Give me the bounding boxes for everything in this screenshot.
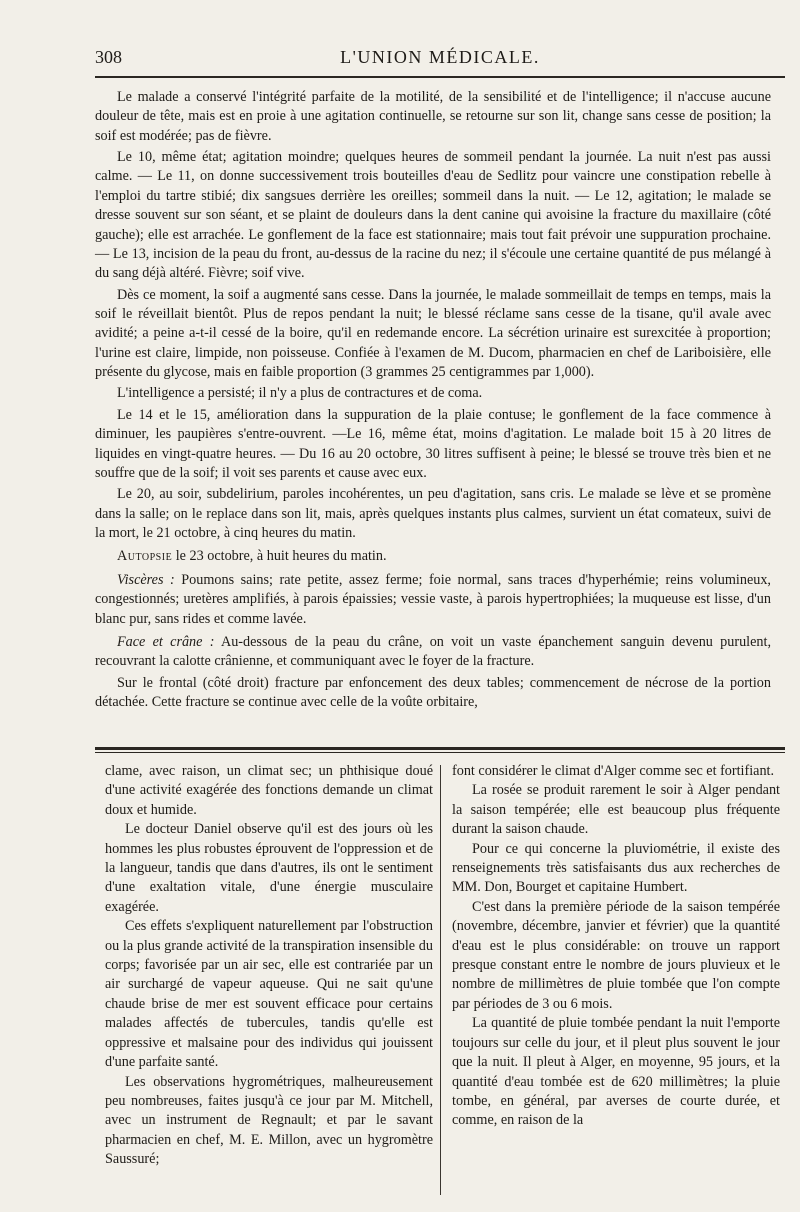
column-paragraph: Les observations hygrométriques, malheureusement peu nombreuses, faites jusqu'à ce jour par M. Mitchell, avec un instrument de Regnault; et par le savant pharmacien en chef, M. E. Millon, avec un hygromètre Saussuré;: [105, 1073, 433, 1168]
case-report: [95, 88, 771, 714]
column-paragraph: font considérer le climat d'Alger comme sec et fortifiant.: [452, 763, 775, 779]
column-paragraph: clame, avec raison, un climat sec; un phthisique doué d'une activité exagérée des fonctions demande un climat doux et humide.: [105, 763, 433, 818]
autopsy-text: le 23 octobre, à huit heures du matin.: [172, 548, 387, 565]
case-paragraph: Le 14 et le 15, amélioration dans la suppuration de la plaie contuse; le gonflement de la face commence à diminuer, les paupières s'entre-ouvrent. —Le 16, même état, moins d'agitation. Le malade boit 15 à 20 litres de liquides en vingt-quatre heures. — Du 16 au 20 octobre, 30 litres suffisent à peine; le blessé se trouve très bien et ne souffre que de la soif; il voit ses parents et cause avec eux.: [95, 406, 771, 481]
face-text: Au-dessous de la peau du crâne, on voit un vaste épanchement sanguin devenu purulent, recouvrant la calotte crânienne, et communiquant avec le foyer de la fracture.: [95, 633, 771, 670]
visceres-label: Viscères :: [117, 571, 175, 588]
autopsy-heading: [95, 547, 771, 566]
visceres-paragraph: [95, 571, 771, 629]
face-paragraph: [95, 633, 771, 672]
running-header: [95, 44, 785, 72]
autopsy-label: Autopsie: [117, 548, 173, 565]
case-paragraph: L'intelligence a persisté; il n'y a plus de contractures et de coma.: [117, 385, 483, 402]
case-paragraph: Le malade a conservé l'intégrité parfaite de la motilité, de la sensibilité et de l'intelligence; il n'accuse aucune douleur de tête, mais est en proie à une agitation continuelle, se retourne sur son lit, change sans cesse de position; la soif est modérée; pas de fièvre.: [95, 89, 771, 144]
column-paragraph: Pour ce qui concerne la pluviométrie, il existe des renseignements très satisfaisants dus aux recherches de MM. Don, Bourget et capitaine Humbert.: [452, 840, 780, 896]
frontal-paragraph: Sur le frontal (côté droit) fracture par enfoncement des deux tables; commencement de nécrose de la portion détachée. Cette fracture se continue avec celle de la voûte orbitaire,: [95, 674, 771, 710]
column-paragraph: C'est dans la première période de la saison tempérée (novembre, décembre, janvier et février) que la quantité d'eau est le plus considérable: on trouve un rapport presque constant entre le nombre de jours pluvieux et le nombre de millimètres de pluie tombée que l'on compte par périodes de 3 ou 6 mois.: [452, 898, 780, 1012]
case-paragraph: Le 10, même état; agitation moindre; quelques heures de sommeil pendant la journée. La nuit n'est pas aussi calme. — Le 11, on donne successivement trois bouteilles d'eau de Sedlitz pour vaincre une constipation rebelle à l'emploi du tartre stibié; dix sangsues derrière les oreilles; sommeil dans la nuit. — Le 12, agitation; le malade se dresse souvent sur son séant, et se plaint de douleurs dans la dent canine qui avoisine la fracture du maxillaire (côté gauche); elle est arrachée. Le gonflement de la face est stationnaire; mais tout fait prévoir une suppuration prochaine. — Le 13, incision de la peau du front, au-dessus de la racine du nez; il s'écoule une certaine quantité de pus mélangé à du sang déjà altéré. Fièvre; soif vive.: [95, 149, 771, 282]
right-column: [452, 762, 780, 1131]
page-number: 308: [95, 47, 122, 67]
visceres-text: Poumons sains; rate petite, assez ferme; foie normal, sans traces d'hyperhémie; reins volumineux, congestionnés; uretères amplifiés, à parois épaissies; vessie vaste, à parois hypertrophiées; la muqueuse est lisse, d'un blanc pur, sans rides et comme lavée.: [95, 571, 771, 627]
header-rule: [95, 76, 785, 78]
section-rule-thin: [95, 752, 785, 753]
left-column: [105, 762, 433, 1170]
section-rule: [95, 747, 785, 750]
column-paragraph: Le docteur Daniel observe qu'il est des jours où les hommes les plus robustes éprouvent de l'oppression et de la langueur, tandis que dans d'autres, ils ont le sentiment d'une exaltation vitale, d'une énergie musculaire exagérée.: [105, 821, 433, 915]
face-label: Face et crâne :: [117, 633, 215, 650]
case-paragraph: Le 20, au soir, subdelirium, paroles incohérentes, un peu d'agitation, sans cris. Le malade se lève et se promène dans la salle; on le replace dans son lit, mais, après quelques instants plus calmes, survient un état comateux, suivi de la mort, le 21 octobre, à cinq heures du matin.: [95, 486, 771, 541]
journal-title: L'UNION MÉDICALE.: [340, 47, 540, 67]
case-paragraph: Dès ce moment, la soif a augmenté sans cesse. Dans la journée, le malade sommeillait de temps en temps, mais la soif le réveillait bientôt. Plus de repos pendant la nuit; le blessé réclame sans cesse de la tisane, qu'il avale avec avidité; a peine a-t-il cessé de la boire, qu'il en redemande encore. La sécrétion urinaire est surexcitée à proportion; l'urine est claire, limpide, non poisseuse. Confiée à l'examen de M. Ducom, pharmacien en chef de Lariboisière, elle présente du glycose, mais en faible proportion (3 grammes 25 centigrammes par 1,000).: [95, 286, 771, 381]
column-paragraph: La rosée se produit rarement le soir à Alger pendant la saison tempérée; elle est beaucoup plus fréquente durant la saison chaude.: [452, 782, 780, 838]
column-paragraph: Ces effets s'expliquent naturellement par l'obstruction ou la plus grande activité de la transpiration insensible du corps; favorisée par un air sec, elle est contrariée par un air surchargé de vapeur aqueuse. Qui ne sait qu'une chaude brise de mer est souvent efficace pour certains malades affectés de tubercules, tandis qu'elle est oppressive et malsaine pour des individus qui jouissent d'une parfaite santé.: [105, 918, 433, 1071]
column-divider: [440, 765, 441, 1195]
column-paragraph: La quantité de pluie tombée pendant la nuit l'emporte toujours sur celle du jour, et il pleut plus souvent le jour que la nuit. Il pleut à Alger, en moyenne, 95 jours, et la quantité d'eau tombée est de 620 millimètres; la pluie tombe, en général, par averses de courte durée, et comme, en raison de la: [452, 1015, 780, 1129]
